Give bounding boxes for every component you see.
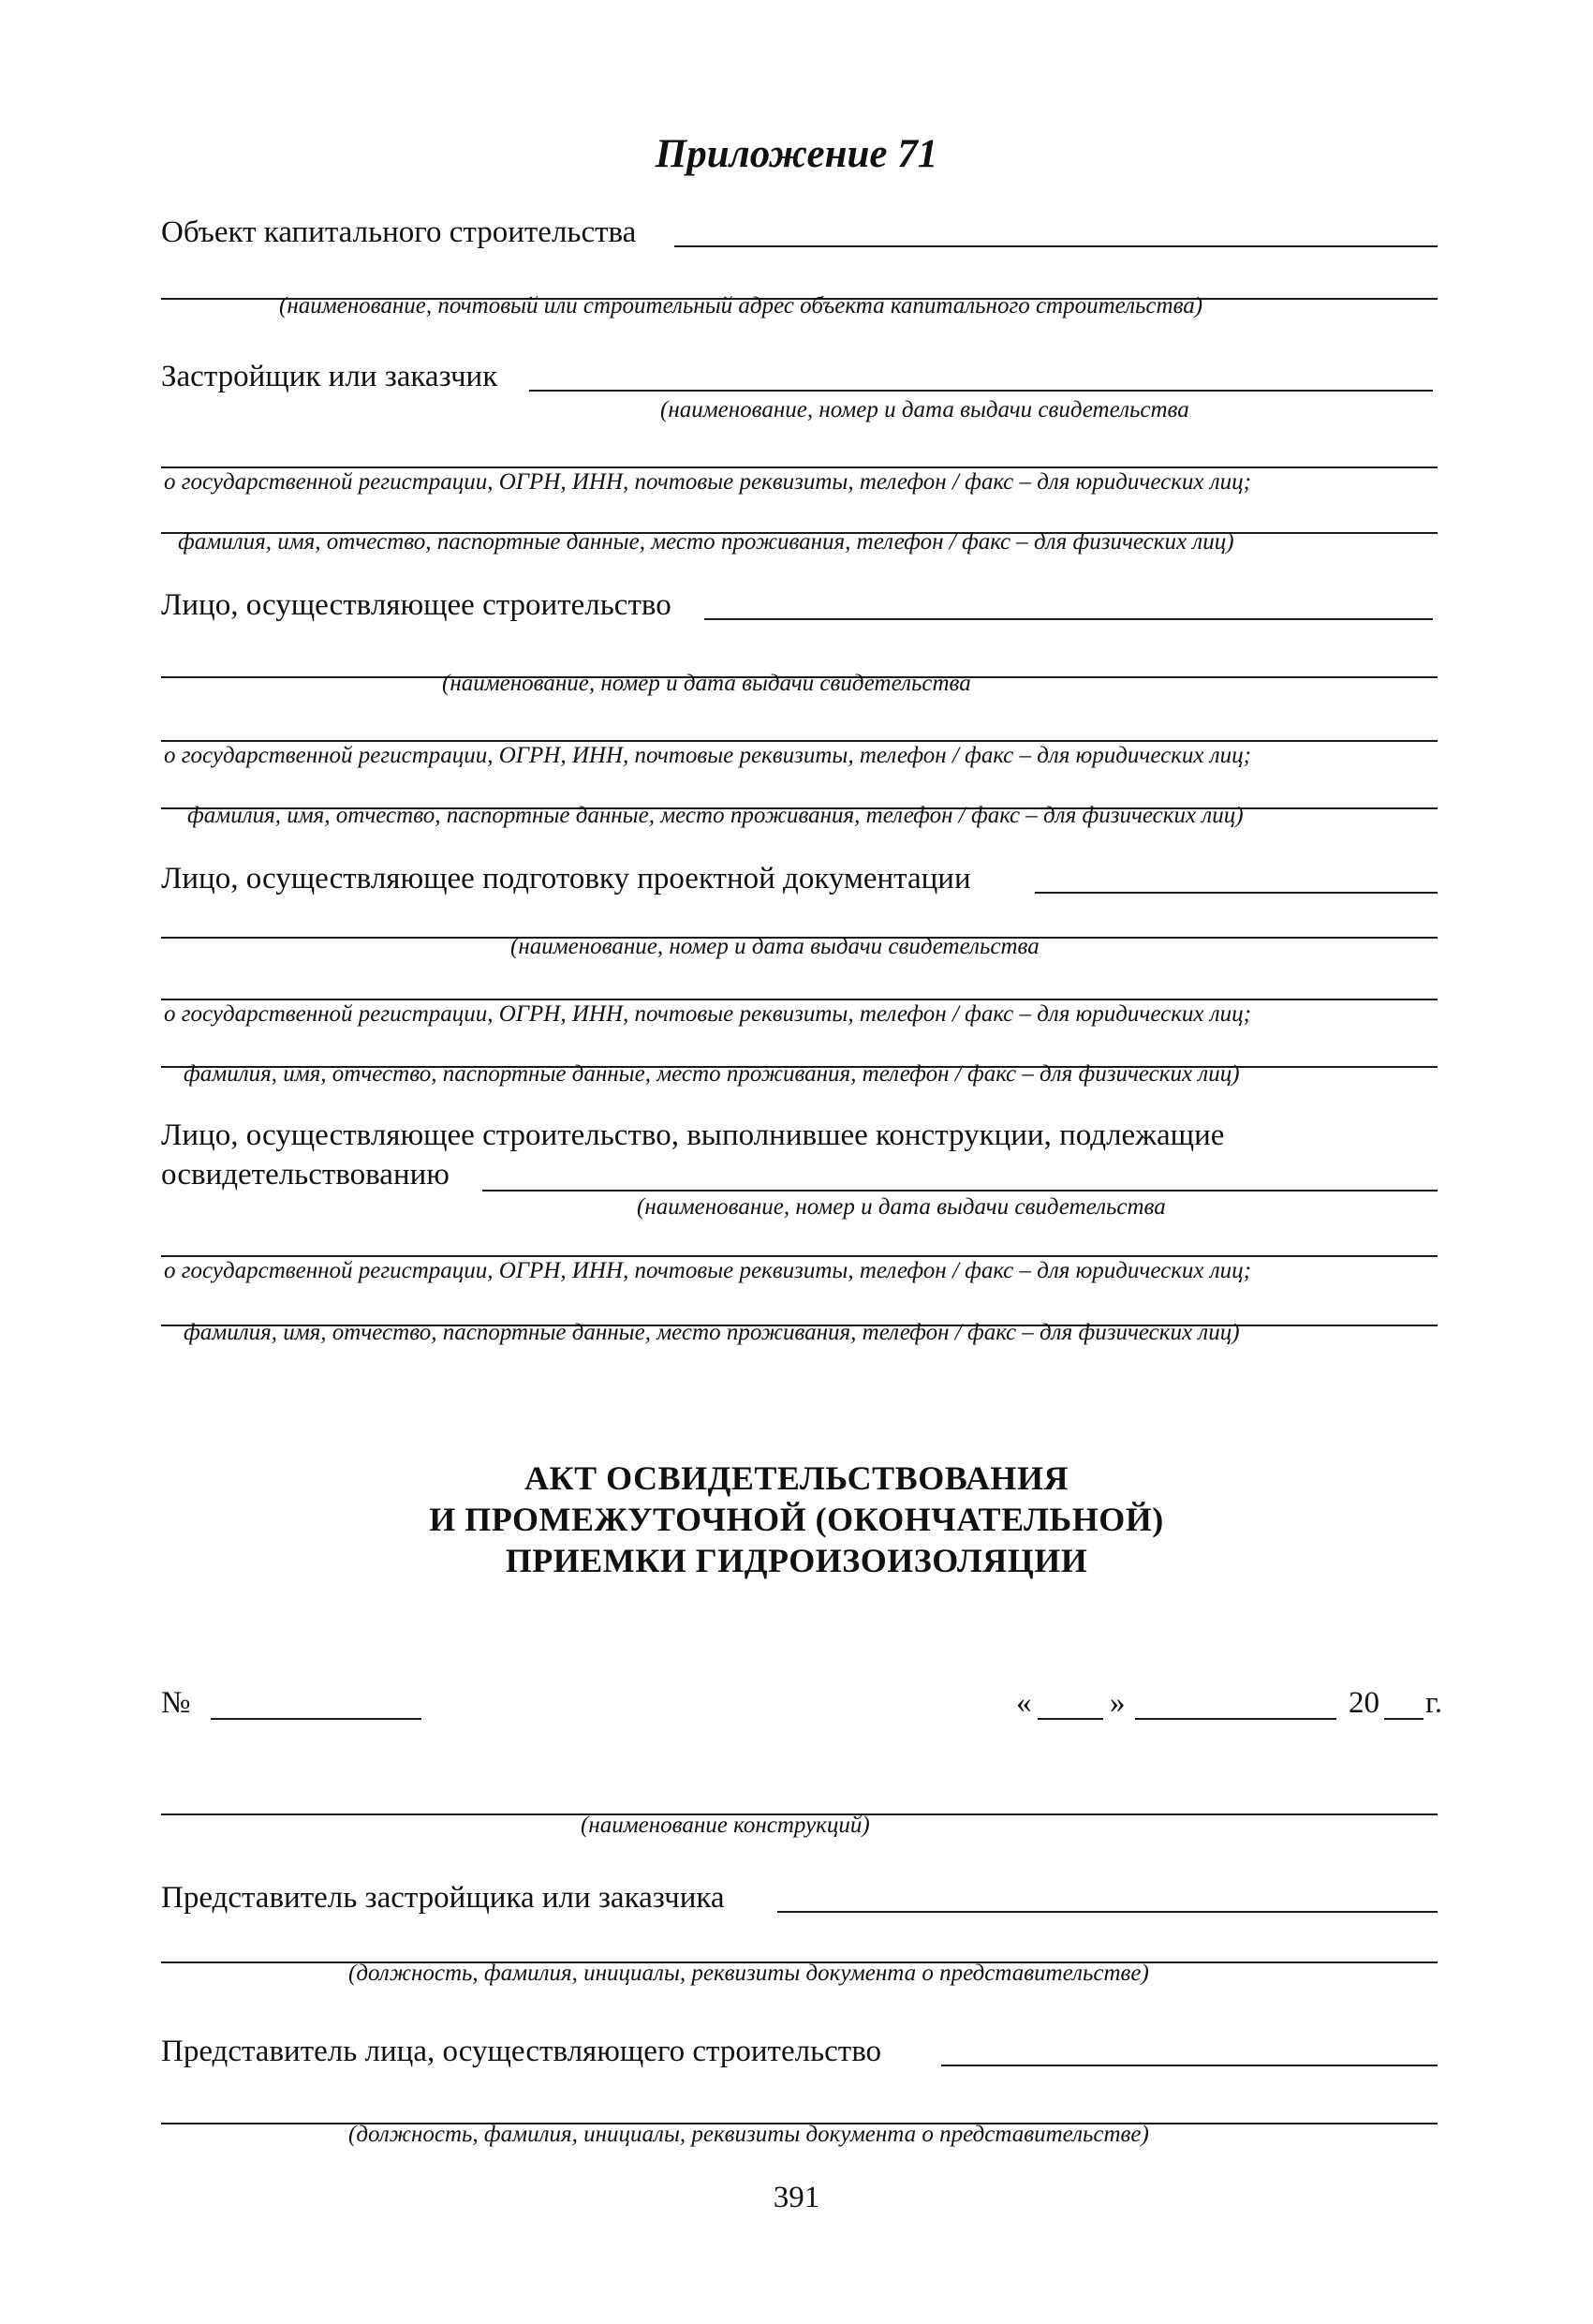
- year-field[interactable]: [1384, 1718, 1423, 1720]
- rep-builder-hint: (должность, фамилия, инициалы, реквизиты документа о представительстве): [348, 2122, 1149, 2147]
- designer-hint3: фамилия, имя, отчество, паспортные данные, место проживания, телефон / факс – для физических лиц): [184, 1061, 1240, 1087]
- builder-hint1: (наименование, номер и дата выдачи свидетельства: [442, 671, 971, 696]
- designer-label: Лицо, осуществляющее подготовку проектной документации: [161, 862, 971, 896]
- object-label: Объект капитального строительства: [161, 215, 637, 249]
- contractor-hint3: фамилия, имя, отчество, паспортные данные, место проживания, телефон / факс – для физических лиц): [184, 1320, 1240, 1345]
- designer-hint1: (наименование, номер и дата выдачи свидетельства: [510, 934, 1040, 959]
- contractor-field[interactable]: [482, 1190, 1438, 1192]
- developer-hint1: (наименование, номер и дата выдачи свидетельства: [660, 397, 1189, 422]
- designer-hint2: о государственной регистрации, ОГРН, ИНН, почтовые реквизиты, телефон / факс – для юридических лиц;: [164, 1001, 1251, 1027]
- act-number-field[interactable]: [211, 1718, 421, 1720]
- builder-hint3: фамилия, имя, отчество, паспортные данные, место проживания, телефон / факс – для физических лиц): [187, 803, 1244, 828]
- designer-field[interactable]: [1035, 892, 1438, 894]
- year-prefix: 20: [1349, 1686, 1379, 1720]
- rep-developer-field[interactable]: [777, 1911, 1438, 1913]
- builder-hint2: о государственной регистрации, ОГРН, ИНН, почтовые реквизиты, телефон / факс – для юридических лиц;: [164, 743, 1251, 768]
- date-close-quote: »: [1110, 1686, 1126, 1720]
- contractor-hint2: о государственной регистрации, ОГРН, ИНН, почтовые реквизиты, телефон / факс – для юридических лиц;: [164, 1258, 1251, 1283]
- developer-field[interactable]: [529, 390, 1433, 392]
- rep-builder-label: Представитель лица, осуществляющего строительство: [161, 2035, 882, 2068]
- appendix-title: Приложение 71: [655, 132, 938, 176]
- rep-developer-hint: (должность, фамилия, инициалы, реквизиты документа о представительстве): [348, 1961, 1149, 1986]
- builder-field[interactable]: [704, 618, 1433, 620]
- year-suffix: г.: [1425, 1686, 1443, 1720]
- object-field[interactable]: [674, 245, 1438, 247]
- date-month-field[interactable]: [1135, 1718, 1336, 1720]
- page-number: 391: [773, 2181, 820, 2214]
- act-number-sign: №: [161, 1686, 191, 1720]
- date-day-field[interactable]: [1038, 1718, 1103, 1720]
- contractor-label-line1: Лицо, осуществляющее строительство, выполнившее конструкции, подлежащие: [161, 1118, 1225, 1152]
- contractor-hint1: (наименование, номер и дата выдачи свидетельства: [637, 1194, 1166, 1220]
- developer-hint3: фамилия, имя, отчество, паспортные данные, место проживания, телефон / факс – для физических лиц): [178, 529, 1234, 555]
- date-open-quote: «: [1016, 1686, 1032, 1720]
- object-hint: (наименование, почтовый или строительный адрес объекта капитального строительства): [279, 293, 1203, 318]
- contractor-label-line2: освидетельствованию: [161, 1158, 450, 1192]
- developer-hint2: о государственной регистрации, ОГРН, ИНН, почтовые реквизиты, телефон / факс – для юридических лиц;: [164, 469, 1251, 495]
- act-title-line2: И ПРОМЕЖУТОЧНОЙ (ОКОНЧАТЕЛЬНОЙ): [429, 1501, 1164, 1538]
- developer-label: Застройщик или заказчик: [161, 360, 498, 393]
- rep-builder-field[interactable]: [941, 2065, 1438, 2066]
- constructions-hint: (наименование конструкций): [581, 1813, 870, 1838]
- act-title-line1: АКТ ОСВИДЕТЕЛЬСТВОВАНИЯ: [524, 1459, 1069, 1497]
- rep-developer-label: Представитель застройщика или заказчика: [161, 1881, 725, 1915]
- builder-label: Лицо, осуществляющее строительство: [161, 588, 671, 622]
- act-title-line3: ПРИЕМКИ ГИДРОИЗОИЗОЛЯЦИИ: [505, 1542, 1088, 1579]
